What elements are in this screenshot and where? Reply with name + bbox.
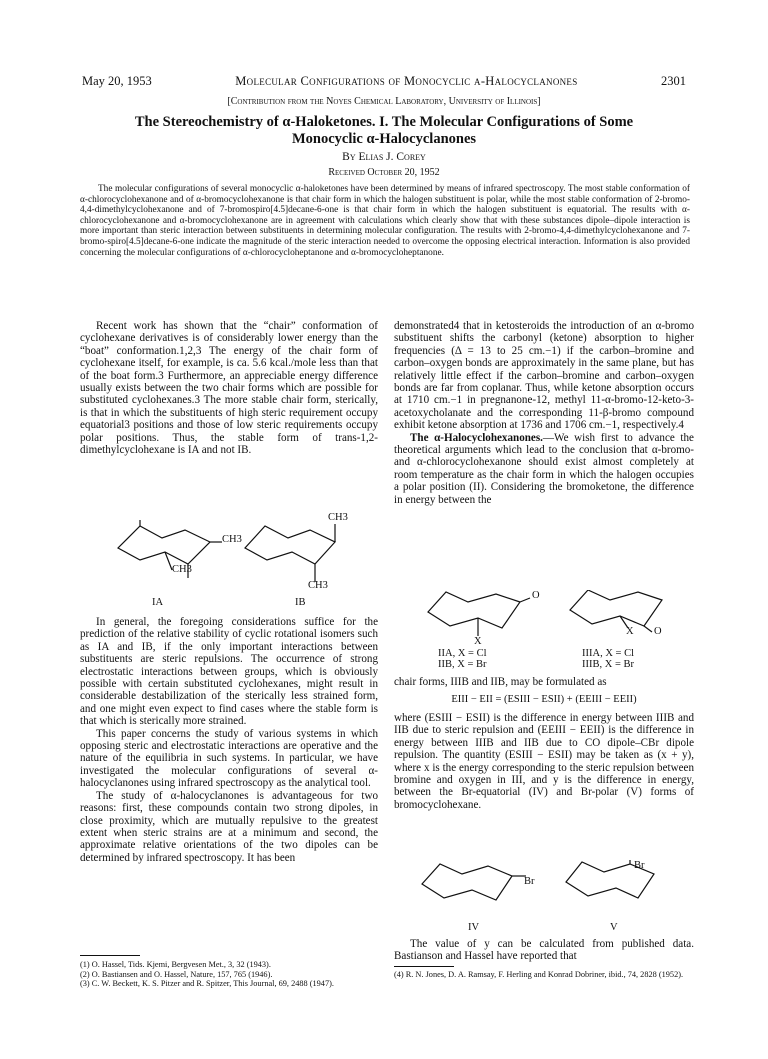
paragraph: chair forms, IIIB and IIB, may be formulated as [394,676,607,688]
energy-equation: EIII − EII = (ESIII − ESII) + (EEIII − EEII) [451,694,637,705]
methyl-label: CH3 [308,580,328,591]
right-column-top [394,320,694,506]
received-date: Received October 20, 1952 [328,167,440,178]
footnote: (2) O. Bastiansen and O. Hassel, Nature, 157, 765 (1946). [80,969,273,979]
methyl-label: CH3 [172,564,192,575]
haloketone-chair-drawings [420,590,680,650]
footnote: (4) R. N. Jones, D. A. Ramsay, F. Herling and Konrad Dobriner, ibid., 74, 2828 (1952). [394,970,684,979]
label-iv: IV [468,922,480,933]
label-ib: IB [295,597,306,608]
label-ia: IA [152,597,164,608]
labels-iii [582,648,634,670]
article-title [70,114,698,148]
label-iiib: IIIB, X = Br [582,659,634,670]
label-v: V [610,922,618,933]
footnote: (3) C. W. Beckett, K. S. Pitzer and R. Spitzer, This Journal, 69, 2488 (1947). [80,979,334,989]
running-head [82,74,686,89]
footnote-rule [80,955,140,956]
right-column-bottom [394,938,694,963]
paragraph: This paper concerns the study of various systems in which opposing steric and electrostatic interactions are operative and the nature of the equilibria in such systems. In particular, we have investigated the molecular configurations of several α-halocyclanones using infrared spectroscopy as the analytical tool. [80,727,378,790]
oxygen-label: O [532,590,540,601]
halogen-label: X [474,636,482,647]
issue-date: May 20, 1953 [82,74,152,88]
right-column-body [394,712,694,811]
paragraph: The study of α-halocyclanones is advantageous for two reasons: first, these compounds contain two strong dipoles, in close proximity, which are mutually repulsive to the greatest extent when steric strains are at a minimum and second, the approximate relative orientations of the two dipoles can be determined by infrared spectroscopy. It has been [80,789,378,864]
methyl-label: CH3 [222,534,242,545]
labels-ii [438,648,487,670]
right-column-mid [394,676,694,688]
footnote-rule [394,966,454,967]
footnote: (1) O. Hassel, Tids. Kjemi, Bergvesen Met., 3, 32 (1943). [80,960,271,969]
running-title: Molecular Configurations of Monocyclic α-Halocyclanones [235,74,578,88]
label-iib: IIB, X = Br [438,659,487,670]
bromine-label: Br [634,860,645,871]
label-iiia: IIIA, X = Cl [582,648,634,659]
paragraph: demonstrated4 that in ketosteroids the introduction of an α-bromo substituent shifts the carbonyl (ketone) absorption to higher frequencies (Δ = 13 to 25 cm.−1) if the carbon–bromine and carbon–oxygen bonds are approximately in the same plane, but has relatively little effect if the carbon–bromine and carbon–oxygen bonds are far from coplanar. Thus, while ketone absorption occurs at 1710 cm.−1 in pregnanone-12, methyl 11-α-bromo-12-keto-3-acetoxycholanate and the corresponding 11-β-bromo compound exhibit ketone absorption at 1736 and 1706 cm.−1, respectively.4 [394,320,694,432]
bromocyclohexane-chair-drawings [416,860,666,918]
footnotes-left [80,960,378,989]
paragraph: where (ESIII − ESII) is the difference in energy between IIIB and IIB due to steric repulsion and (EEIII − EEII) is the difference in energy between IIIB and IIB due to CO dipole–CBr dipole repulsion. The quantity (ESIII − ESII) may be taken as (x + y), where x is the energy corresponding to the steric repulsion between bromine and oxygen in III, and y is the difference in energy, between the Br-equatorial (IV) and Br-polar (V) forms of bromocyclohexane. [394,712,694,811]
paragraph: In general, the foregoing considerations suffice for the prediction of the relative stability of cyclic rotational isomers such as IA and IB, if the only important interactions between substituents are steric repulsions. The occurrence of strong electrostatic interactions between groups, which is obviously possible with certain substituted cyclohexanes, might result in considerable destabilization of the sterically less strained form, and one might even expect to find cases where the stable form is that which is sterically more strained. [80,616,378,728]
author-byline: By Elias J. Corey [342,151,426,163]
paragraph: The value of y can be calculated from published data. Bastianson and Hassel have reported that [394,938,694,963]
title-line-1: The Stereochemistry of α-Haloketones. I. The Molecular Configurations of Some [134,114,634,130]
figure-ii-iii [420,590,680,650]
section-heading: The α-Halocyclohexanones. [410,431,543,444]
footnotes-right [394,970,694,980]
left-column-intro [80,320,378,456]
oxygen-label: O [654,626,662,637]
section-text: —We wish first to advance the theoretical arguments which lead to the conclusion that α-bromo- and α-chlorocyclohexanone should exist almost completely at room temperature as the chair form in which the halogen occupies a polar position (II). Considering the bromoketone, the difference in energy between the [394,431,694,506]
halogen-label: X [626,626,634,637]
figure-ia-ib [110,512,350,600]
bromine-label: Br [524,876,535,887]
abstract: The molecular configurations of several monocyclic α-haloketones have been determined by means of infrared spectroscopy. The most stable conformation of α-chlorocyclohexanone and of α-bromocyclohexanone is that chair form in which the halogen substituent is polar, while the most stable conformation of 2-bromo-4,4-dimethylcyclohexanone and of 7-bromospiro[4.5]decane-6-one is that chair form in which the halogen substituent is equatorial. The results with α-chlorocyclohexanone and α-bromocyclohexanone are in agreement with calculations which clearly show that with these substances dipole–dipole interaction is more important than steric interaction between substituents in determining molecular configuration. The results with 2-bromo-4,4-dimethylcyclohexanone and 7-bromo-spiro[4.5]decane-6-one indicate the magnitude of the steric interaction needed to overcome the opposing electrical interaction. Information is also provided concerning the molecular configurations of α-chlorocycloheptanone and α-bromocycloheptanone. [80,184,690,258]
left-column-body [80,616,378,864]
paragraph: Recent work has shown that the “chair” conformation of cyclohexane derivatives is of considerably lower energy than the “boat” conformation.1,2,3 The energy of the chair form of cyclohexane itself, for example, is ca. 5.6 kcal./mole less than that of the boat form.3 Furthermore, an appreciable energy difference usually exists between the two chair forms which are possible for substituted cyclohexanes.3 The more stable chair form, sterically, is that in which the substituents of high steric requirement occupy equatorial3 positions and those of low steric requirements occupy polar positions. Thus, the stable form of trans-1,2-dimethylcyclohexane is IA and not IB. [80,320,378,457]
page-number: 2301 [661,74,686,88]
title-line-2: Monocyclic α-Halocyclanones [291,131,477,147]
figure-iv-v [416,860,666,918]
methyl-label: CH3 [328,512,348,523]
label-iia: IIA, X = Cl [438,648,487,659]
contribution-line: [Contribution from the Noyes Chemical Laboratory, University of Illinois] [227,96,541,107]
paragraph [394,432,694,506]
